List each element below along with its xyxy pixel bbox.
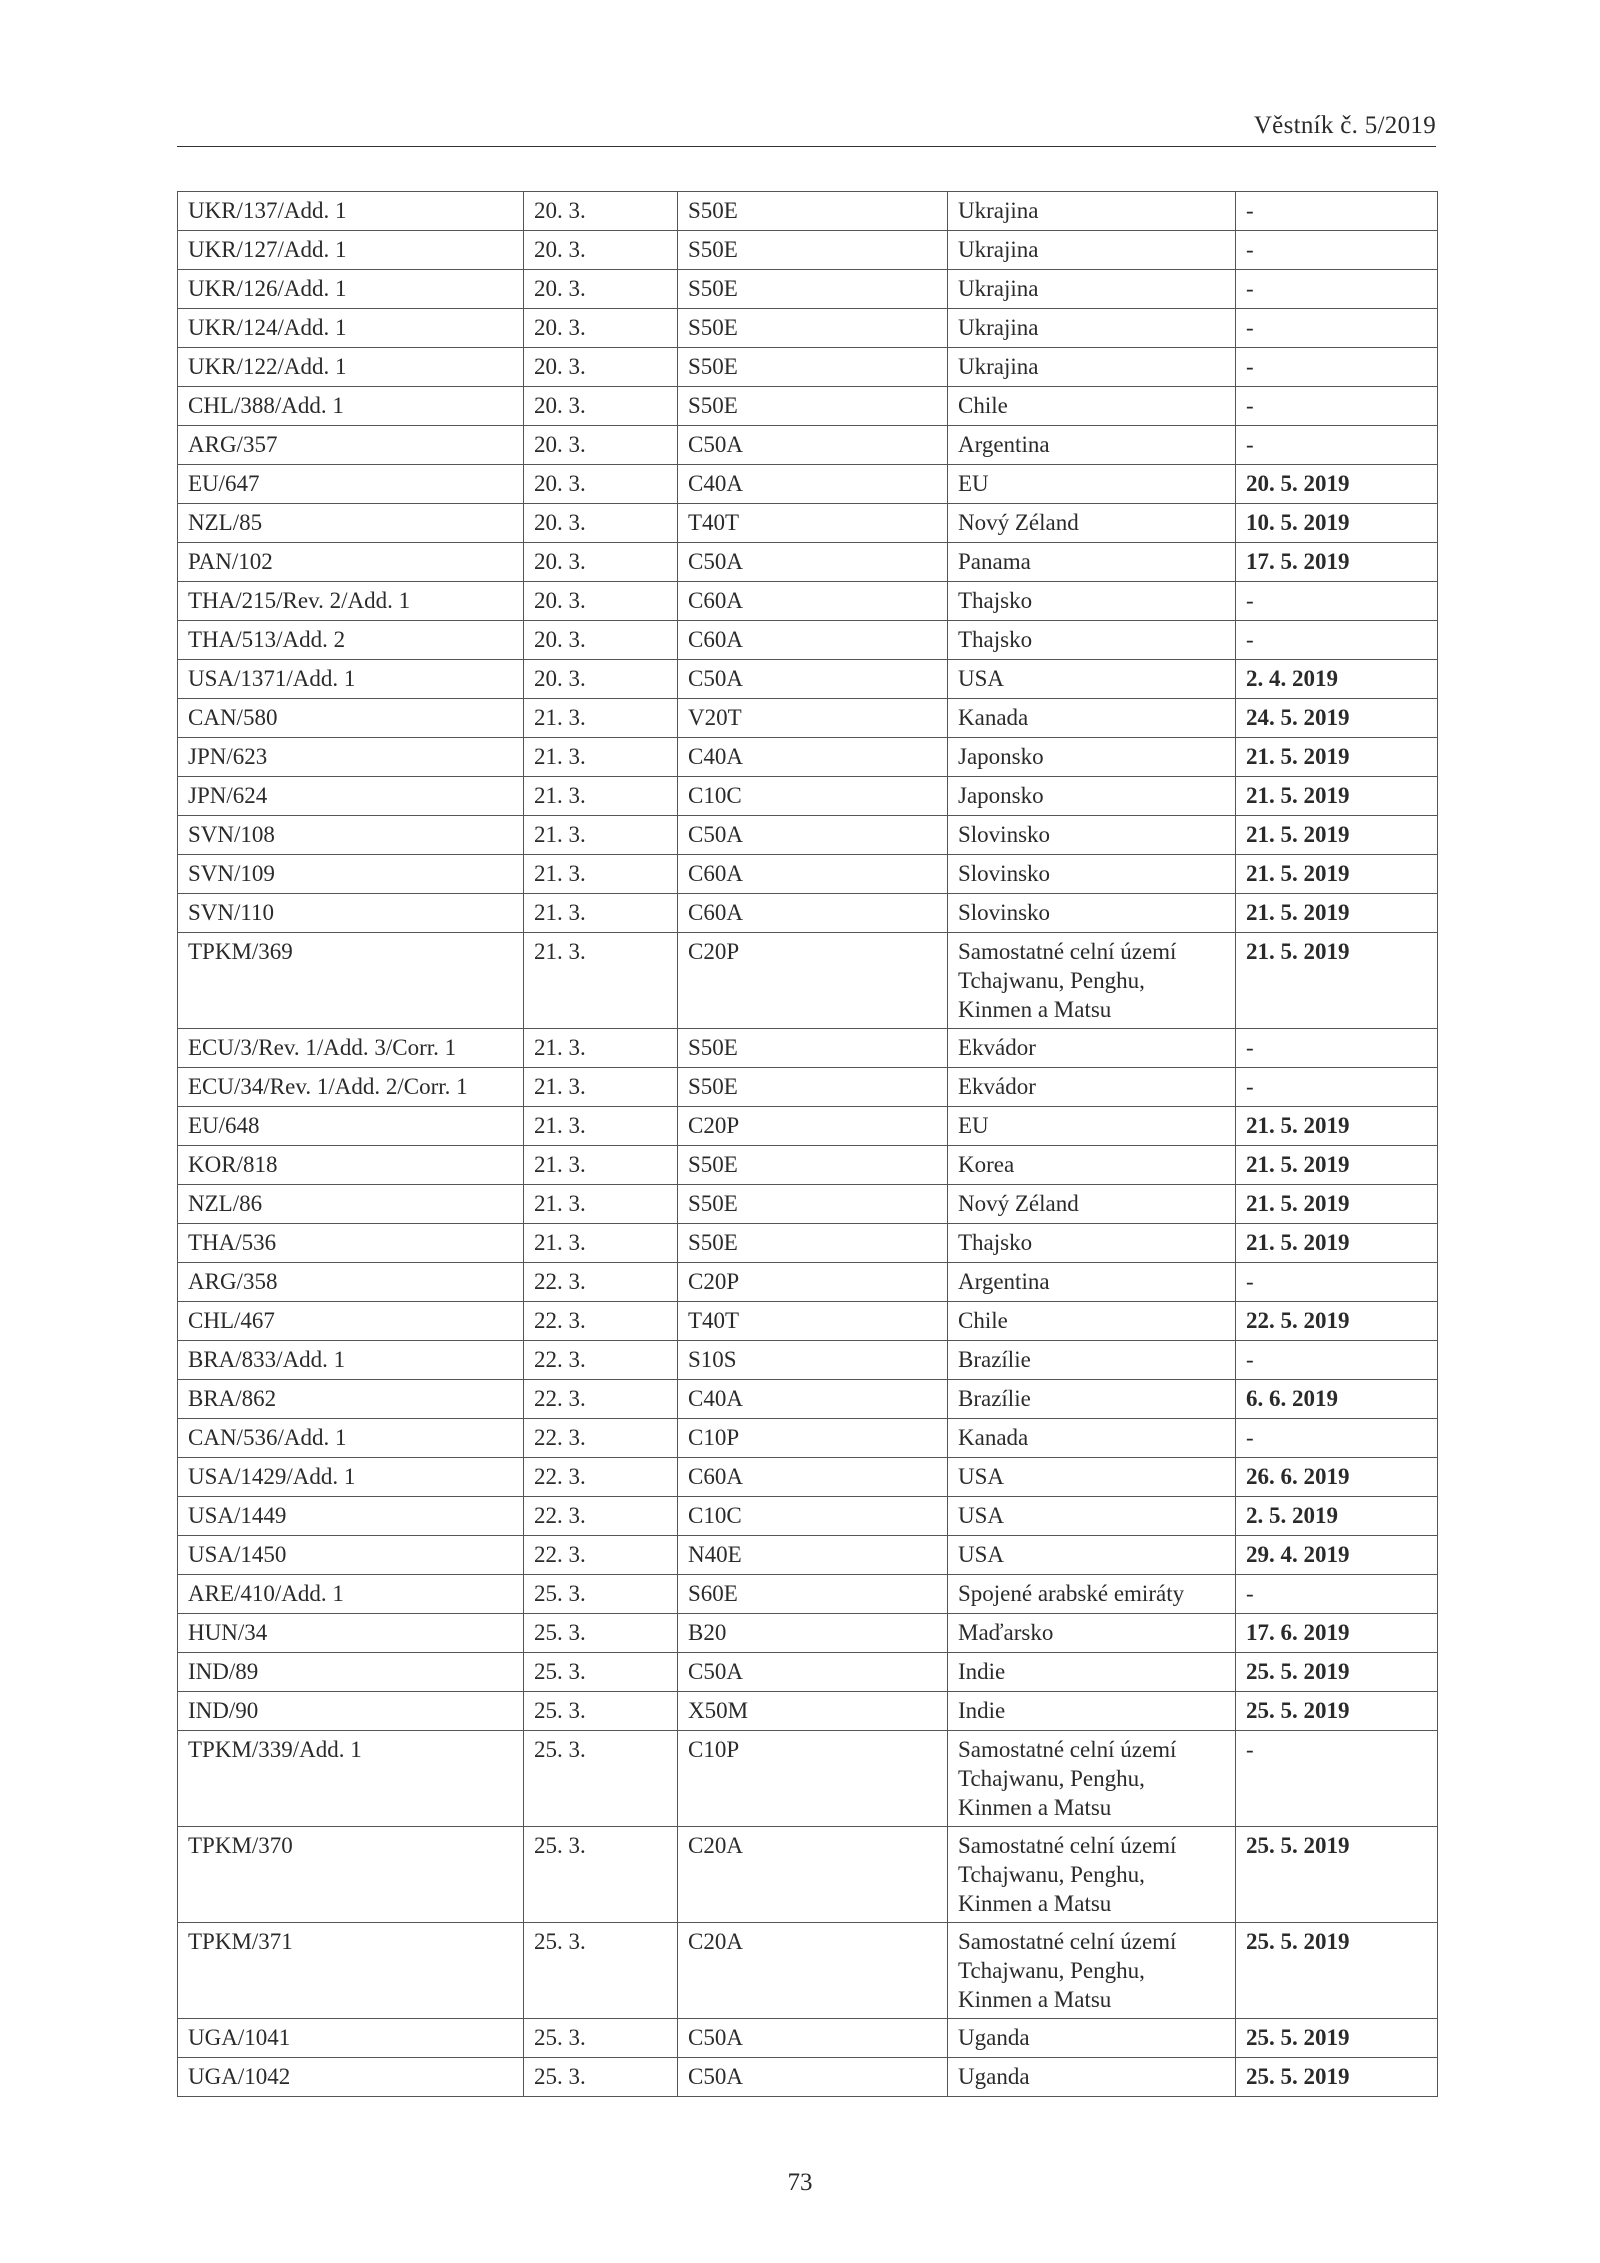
cell-code: C60A [678, 1458, 948, 1497]
cell-member: Brazílie [948, 1380, 1236, 1419]
cell-date: 20. 3. [524, 192, 678, 231]
cell-date: 20. 3. [524, 504, 678, 543]
cell-date: 20. 3. [524, 387, 678, 426]
cell-date: 20. 3. [524, 348, 678, 387]
table-row [178, 1692, 1438, 1731]
table-row [178, 2019, 1438, 2058]
cell-deadline: 21. 5. 2019 [1236, 1107, 1438, 1146]
cell-date: 21. 3. [524, 1224, 678, 1263]
bulletin-title: Věstník č. 5/2019 [1253, 112, 1436, 139]
cell-symbol: USA/1371/Add. 1 [178, 660, 524, 699]
cell-deadline: 20. 5. 2019 [1236, 465, 1438, 504]
cell-date: 21. 3. [524, 933, 678, 1029]
cell-member: Indie [948, 1692, 1236, 1731]
cell-date: 20. 3. [524, 231, 678, 270]
cell-deadline: 25. 5. 2019 [1236, 2058, 1438, 2097]
cell-date: 21. 3. [524, 816, 678, 855]
cell-code: C50A [678, 816, 948, 855]
cell-deadline: - [1236, 1341, 1438, 1380]
table-row [178, 1380, 1438, 1419]
cell-member: Japonsko [948, 738, 1236, 777]
cell-code: C20P [678, 1263, 948, 1302]
cell-deadline: 25. 5. 2019 [1236, 2019, 1438, 2058]
cell-code: S50E [678, 231, 948, 270]
cell-code: S50E [678, 348, 948, 387]
cell-member: Spojené arabské emiráty [948, 1575, 1236, 1614]
table-row [178, 1653, 1438, 1692]
cell-member: Chile [948, 1302, 1236, 1341]
cell-date: 25. 3. [524, 1923, 678, 2019]
table-row [178, 309, 1438, 348]
cell-symbol: NZL/86 [178, 1185, 524, 1224]
cell-member: Ukrajina [948, 348, 1236, 387]
cell-code: C60A [678, 894, 948, 933]
table-row [178, 348, 1438, 387]
cell-code: C60A [678, 621, 948, 660]
table-row [178, 855, 1438, 894]
cell-code: C20P [678, 1107, 948, 1146]
cell-code: C10P [678, 1419, 948, 1458]
cell-member: Thajsko [948, 1224, 1236, 1263]
cell-symbol: UKR/126/Add. 1 [178, 270, 524, 309]
cell-member: Slovinsko [948, 816, 1236, 855]
cell-code: C40A [678, 1380, 948, 1419]
cell-symbol: EU/648 [178, 1107, 524, 1146]
cell-deadline: 6. 6. 2019 [1236, 1380, 1438, 1419]
cell-deadline: 21. 5. 2019 [1236, 1224, 1438, 1263]
page-number: 73 [787, 2169, 813, 2196]
cell-deadline: 21. 5. 2019 [1236, 777, 1438, 816]
table-row [178, 543, 1438, 582]
cell-member: Panama [948, 543, 1236, 582]
cell-code: C60A [678, 855, 948, 894]
cell-symbol: UKR/137/Add. 1 [178, 192, 524, 231]
table-row [178, 1068, 1438, 1107]
cell-deadline: 10. 5. 2019 [1236, 504, 1438, 543]
cell-symbol: USA/1449 [178, 1497, 524, 1536]
cell-symbol: UGA/1041 [178, 2019, 524, 2058]
cell-code: T40T [678, 1302, 948, 1341]
cell-symbol: TPKM/369 [178, 933, 524, 1029]
cell-member: Thajsko [948, 621, 1236, 660]
cell-member: Ukrajina [948, 231, 1236, 270]
cell-member: EU [948, 465, 1236, 504]
cell-member: Thajsko [948, 582, 1236, 621]
cell-symbol: SVN/109 [178, 855, 524, 894]
cell-member: Ekvádor [948, 1029, 1236, 1068]
cell-date: 22. 3. [524, 1536, 678, 1575]
table-row [178, 1341, 1438, 1380]
cell-date: 20. 3. [524, 621, 678, 660]
cell-code: S60E [678, 1575, 948, 1614]
cell-symbol: THA/215/Rev. 2/Add. 1 [178, 582, 524, 621]
cell-symbol: JPN/623 [178, 738, 524, 777]
table-row [178, 933, 1438, 1029]
cell-date: 20. 3. [524, 270, 678, 309]
cell-member: Samostatné celní území Tchajwanu, Penghu, Kinmen a Matsu [948, 933, 1236, 1029]
cell-symbol: UKR/122/Add. 1 [178, 348, 524, 387]
cell-symbol: SVN/110 [178, 894, 524, 933]
cell-date: 20. 3. [524, 426, 678, 465]
table-row [178, 1497, 1438, 1536]
cell-date: 22. 3. [524, 1263, 678, 1302]
table-row [178, 1263, 1438, 1302]
table-row [178, 270, 1438, 309]
cell-symbol: PAN/102 [178, 543, 524, 582]
cell-symbol: KOR/818 [178, 1146, 524, 1185]
cell-member: Chile [948, 387, 1236, 426]
cell-date: 25. 3. [524, 1731, 678, 1827]
table-row [178, 1302, 1438, 1341]
cell-date: 20. 3. [524, 309, 678, 348]
cell-symbol: SVN/108 [178, 816, 524, 855]
cell-member: Uganda [948, 2019, 1236, 2058]
cell-date: 22. 3. [524, 1497, 678, 1536]
cell-code: C60A [678, 582, 948, 621]
cell-member: Slovinsko [948, 894, 1236, 933]
cell-deadline: - [1236, 1068, 1438, 1107]
cell-deadline: - [1236, 1263, 1438, 1302]
cell-symbol: CAN/536/Add. 1 [178, 1419, 524, 1458]
cell-deadline: - [1236, 192, 1438, 231]
cell-member: Samostatné celní území Tchajwanu, Penghu, Kinmen a Matsu [948, 1827, 1236, 1923]
cell-deadline: - [1236, 1419, 1438, 1458]
cell-member: Nový Zéland [948, 504, 1236, 543]
cell-code: C10C [678, 1497, 948, 1536]
cell-member: Brazílie [948, 1341, 1236, 1380]
cell-member: Japonsko [948, 777, 1236, 816]
cell-code: S50E [678, 270, 948, 309]
cell-code: C50A [678, 1653, 948, 1692]
cell-deadline: 24. 5. 2019 [1236, 699, 1438, 738]
cell-deadline: - [1236, 1575, 1438, 1614]
cell-member: Ukrajina [948, 270, 1236, 309]
cell-symbol: TPKM/339/Add. 1 [178, 1731, 524, 1827]
cell-symbol: JPN/624 [178, 777, 524, 816]
cell-deadline: - [1236, 348, 1438, 387]
cell-member: Ukrajina [948, 192, 1236, 231]
cell-code: C40A [678, 738, 948, 777]
cell-member: Kanada [948, 699, 1236, 738]
cell-deadline: - [1236, 426, 1438, 465]
cell-date: 25. 3. [524, 1614, 678, 1653]
cell-member: Slovinsko [948, 855, 1236, 894]
cell-symbol: HUN/34 [178, 1614, 524, 1653]
cell-member: USA [948, 1458, 1236, 1497]
cell-symbol: ECU/34/Rev. 1/Add. 2/Corr. 1 [178, 1068, 524, 1107]
cell-date: 21. 3. [524, 738, 678, 777]
cell-deadline: 21. 5. 2019 [1236, 894, 1438, 933]
cell-code: S50E [678, 192, 948, 231]
cell-deadline: - [1236, 582, 1438, 621]
cell-member: Nový Zéland [948, 1185, 1236, 1224]
cell-symbol: IND/90 [178, 1692, 524, 1731]
table-row [178, 426, 1438, 465]
cell-deadline: 21. 5. 2019 [1236, 738, 1438, 777]
cell-code: C10C [678, 777, 948, 816]
cell-member: Samostatné celní území Tchajwanu, Penghu, Kinmen a Matsu [948, 1731, 1236, 1827]
cell-code: S10S [678, 1341, 948, 1380]
cell-code: C20A [678, 1827, 948, 1923]
cell-deadline: 2. 5. 2019 [1236, 1497, 1438, 1536]
cell-code: C20P [678, 933, 948, 1029]
cell-deadline: 17. 6. 2019 [1236, 1614, 1438, 1653]
cell-deadline: - [1236, 270, 1438, 309]
table-row [178, 1185, 1438, 1224]
cell-code: S50E [678, 1185, 948, 1224]
table-row [178, 2058, 1438, 2097]
cell-date: 22. 3. [524, 1380, 678, 1419]
notifications-table-body [178, 192, 1438, 2097]
cell-member: USA [948, 660, 1236, 699]
cell-member: Argentina [948, 1263, 1236, 1302]
cell-code: C50A [678, 543, 948, 582]
cell-date: 22. 3. [524, 1341, 678, 1380]
table-row [178, 231, 1438, 270]
cell-code: C40A [678, 465, 948, 504]
cell-code: S50E [678, 1068, 948, 1107]
table-row [178, 1029, 1438, 1068]
cell-symbol: CHL/467 [178, 1302, 524, 1341]
cell-deadline: 25. 5. 2019 [1236, 1923, 1438, 2019]
cell-date: 22. 3. [524, 1302, 678, 1341]
cell-date: 21. 3. [524, 699, 678, 738]
cell-date: 21. 3. [524, 855, 678, 894]
cell-deadline: 2. 4. 2019 [1236, 660, 1438, 699]
cell-date: 21. 3. [524, 1068, 678, 1107]
cell-member: Argentina [948, 426, 1236, 465]
table-row [178, 1614, 1438, 1653]
cell-symbol: TPKM/371 [178, 1923, 524, 2019]
cell-date: 20. 3. [524, 582, 678, 621]
cell-deadline: 25. 5. 2019 [1236, 1653, 1438, 1692]
table-row [178, 894, 1438, 933]
table-row [178, 660, 1438, 699]
cell-symbol: CAN/580 [178, 699, 524, 738]
cell-date: 20. 3. [524, 660, 678, 699]
table-row [178, 1458, 1438, 1497]
cell-symbol: UKR/127/Add. 1 [178, 231, 524, 270]
notifications-table [177, 191, 1438, 2097]
cell-symbol: ECU/3/Rev. 1/Add. 3/Corr. 1 [178, 1029, 524, 1068]
cell-deadline: 17. 5. 2019 [1236, 543, 1438, 582]
cell-code: N40E [678, 1536, 948, 1575]
cell-symbol: USA/1429/Add. 1 [178, 1458, 524, 1497]
cell-code: S50E [678, 387, 948, 426]
cell-code: T40T [678, 504, 948, 543]
cell-code: X50M [678, 1692, 948, 1731]
table-row [178, 387, 1438, 426]
table-row [178, 621, 1438, 660]
table-row [178, 1923, 1438, 2019]
cell-date: 25. 3. [524, 2019, 678, 2058]
cell-member: Indie [948, 1653, 1236, 1692]
cell-deadline: 29. 4. 2019 [1236, 1536, 1438, 1575]
table-row [178, 504, 1438, 543]
table-row [178, 582, 1438, 621]
cell-date: 25. 3. [524, 2058, 678, 2097]
cell-date: 25. 3. [524, 1692, 678, 1731]
cell-date: 20. 3. [524, 543, 678, 582]
cell-deadline: 21. 5. 2019 [1236, 933, 1438, 1029]
cell-deadline: 25. 5. 2019 [1236, 1692, 1438, 1731]
cell-symbol: BRA/833/Add. 1 [178, 1341, 524, 1380]
cell-symbol: NZL/85 [178, 504, 524, 543]
cell-symbol: CHL/388/Add. 1 [178, 387, 524, 426]
table-row [178, 699, 1438, 738]
cell-code: S50E [678, 1146, 948, 1185]
cell-code: C10P [678, 1731, 948, 1827]
cell-member: Uganda [948, 2058, 1236, 2097]
cell-date: 21. 3. [524, 1185, 678, 1224]
cell-symbol: TPKM/370 [178, 1827, 524, 1923]
cell-symbol: THA/536 [178, 1224, 524, 1263]
cell-deadline: - [1236, 309, 1438, 348]
table-row [178, 465, 1438, 504]
cell-member: Samostatné celní území Tchajwanu, Penghu, Kinmen a Matsu [948, 1923, 1236, 2019]
cell-symbol: ARG/357 [178, 426, 524, 465]
cell-code: C50A [678, 660, 948, 699]
table-row [178, 1107, 1438, 1146]
table-row [178, 738, 1438, 777]
cell-date: 21. 3. [524, 1107, 678, 1146]
table-row [178, 1419, 1438, 1458]
cell-member: Maďarsko [948, 1614, 1236, 1653]
cell-date: 22. 3. [524, 1458, 678, 1497]
cell-deadline: - [1236, 387, 1438, 426]
cell-deadline: 26. 6. 2019 [1236, 1458, 1438, 1497]
cell-date: 25. 3. [524, 1575, 678, 1614]
cell-date: 22. 3. [524, 1419, 678, 1458]
cell-member: USA [948, 1536, 1236, 1575]
cell-date: 21. 3. [524, 777, 678, 816]
cell-symbol: USA/1450 [178, 1536, 524, 1575]
table-row [178, 1575, 1438, 1614]
cell-symbol: THA/513/Add. 2 [178, 621, 524, 660]
cell-deadline: 21. 5. 2019 [1236, 1146, 1438, 1185]
cell-code: C50A [678, 426, 948, 465]
cell-member: EU [948, 1107, 1236, 1146]
cell-deadline: 21. 5. 2019 [1236, 1185, 1438, 1224]
cell-deadline: - [1236, 1029, 1438, 1068]
cell-deadline: 21. 5. 2019 [1236, 855, 1438, 894]
cell-symbol: ARE/410/Add. 1 [178, 1575, 524, 1614]
cell-deadline: 21. 5. 2019 [1236, 816, 1438, 855]
cell-symbol: EU/647 [178, 465, 524, 504]
cell-deadline: - [1236, 1731, 1438, 1827]
cell-code: C50A [678, 2058, 948, 2097]
table-row [178, 1827, 1438, 1923]
cell-date: 21. 3. [524, 1146, 678, 1185]
cell-symbol: UGA/1042 [178, 2058, 524, 2097]
cell-code: C20A [678, 1923, 948, 2019]
cell-deadline: - [1236, 231, 1438, 270]
cell-code: S50E [678, 1224, 948, 1263]
table-row [178, 1224, 1438, 1263]
cell-date: 25. 3. [524, 1653, 678, 1692]
cell-symbol: IND/89 [178, 1653, 524, 1692]
cell-symbol: BRA/862 [178, 1380, 524, 1419]
table-row [178, 192, 1438, 231]
cell-code: S50E [678, 309, 948, 348]
cell-code: C50A [678, 2019, 948, 2058]
cell-symbol: ARG/358 [178, 1263, 524, 1302]
cell-member: Ukrajina [948, 309, 1236, 348]
page-header [177, 112, 1436, 147]
cell-deadline: - [1236, 621, 1438, 660]
cell-deadline: 25. 5. 2019 [1236, 1827, 1438, 1923]
cell-date: 20. 3. [524, 465, 678, 504]
cell-member: Kanada [948, 1419, 1236, 1458]
cell-date: 21. 3. [524, 1029, 678, 1068]
cell-member: Korea [948, 1146, 1236, 1185]
cell-code: S50E [678, 1029, 948, 1068]
cell-member: Ekvádor [948, 1068, 1236, 1107]
cell-symbol: UKR/124/Add. 1 [178, 309, 524, 348]
cell-code: B20 [678, 1614, 948, 1653]
cell-deadline: 22. 5. 2019 [1236, 1302, 1438, 1341]
table-row [178, 777, 1438, 816]
cell-date: 25. 3. [524, 1827, 678, 1923]
cell-member: USA [948, 1497, 1236, 1536]
table-row [178, 1731, 1438, 1827]
table-row [178, 1146, 1438, 1185]
table-row [178, 816, 1438, 855]
table-row [178, 1536, 1438, 1575]
cell-date: 21. 3. [524, 894, 678, 933]
cell-code: V20T [678, 699, 948, 738]
